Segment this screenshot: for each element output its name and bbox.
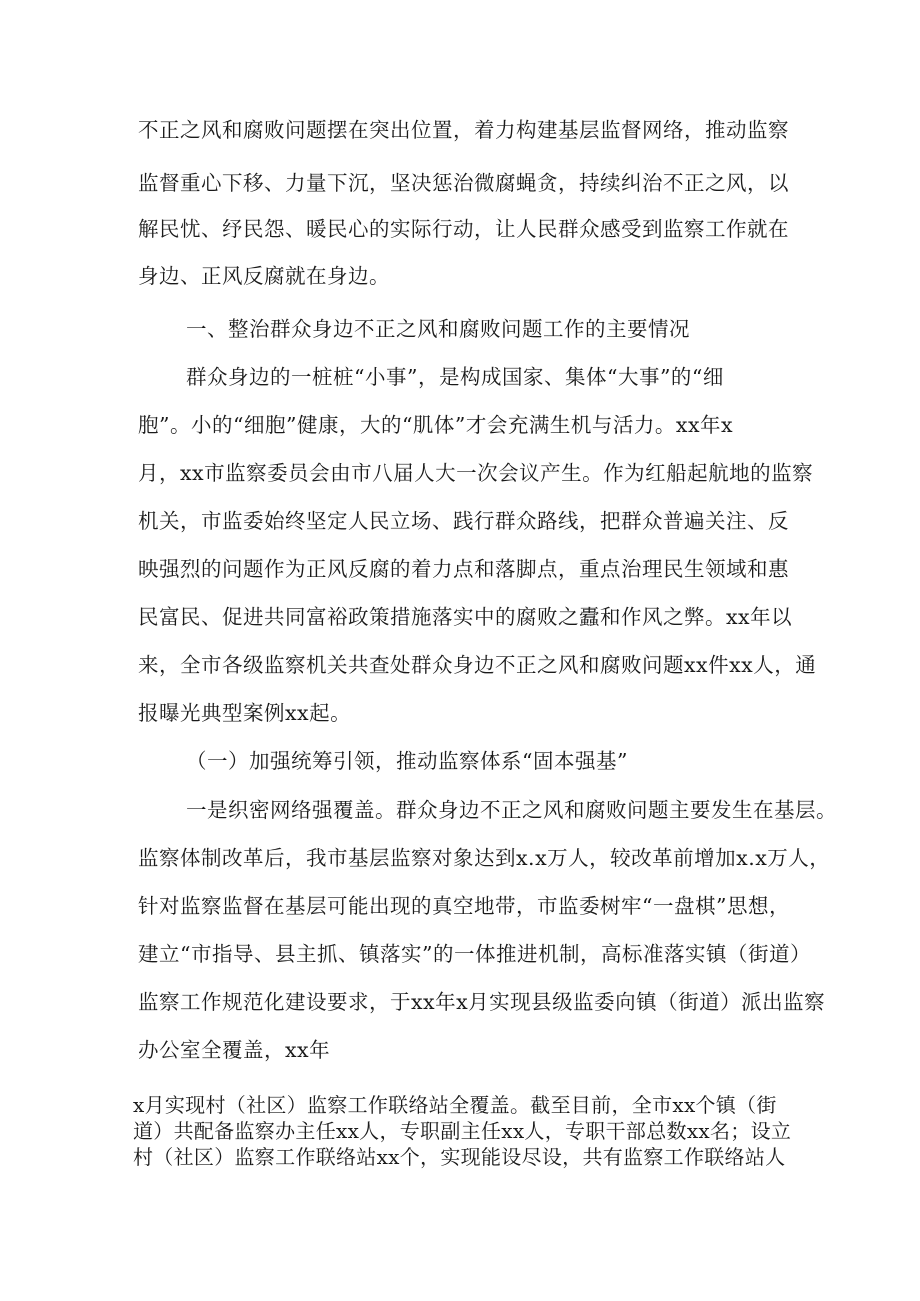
paragraph-line: 监督重心下移、力量下沉，坚决惩治微腐蝇贪，持续纠治不正之风，以 xyxy=(138,171,789,195)
paragraph-line: x月实现村（社区）监察工作联络站全覆盖。截至目前，全市xx个镇（街 xyxy=(133,1093,777,1117)
paragraph-line: 办公室全覆盖，xx年 xyxy=(138,1038,331,1062)
subsection-heading: （一）加强统筹引领，推动监察体系“固本强基” xyxy=(186,749,628,773)
paragraph-line: 月，xx市监察委员会由市八届人大一次会议产生。作为红船起航地的监察 xyxy=(138,461,814,485)
paragraph-line: 针对监察监督在基层可能出现的真空地带，市监委树牢“一盘棋”思想， xyxy=(138,894,790,918)
section-heading: 一、整治群众身边不正之风和腐败问题工作的主要情况 xyxy=(186,317,690,341)
paragraph-line: 监察体制改革后，我市基层监察对象达到x.x万人，较改革前增加x.x万人， xyxy=(138,846,831,870)
paragraph-line: 机关，市监委始终坚定人民立场、践行群众路线，把群众普遍关注、反 xyxy=(138,509,789,533)
paragraph-line: 监察工作规范化建设要求，于xx年x月实现县级监委向镇（街道）派出监察 xyxy=(138,990,826,1014)
paragraph-line: 报曝光典型案例xx起。 xyxy=(138,701,352,725)
paragraph-line: 身边、正风反腐就在身边。 xyxy=(138,264,390,288)
paragraph-line: 道）共配备监察办主任xx人，专职副主任xx人，专职干部总数xx名；设立 xyxy=(133,1119,792,1143)
paragraph-line: 不正之风和腐败问题摆在突出位置，着力构建基层监督网络，推动监察 xyxy=(138,118,789,142)
paragraph-line: 来，全市各级监察机关共查处群众身边不正之风和腐败问题xx件xx人，通 xyxy=(138,653,817,677)
paragraph-line: 一是织密网络强覆盖。群众身边不正之风和腐败问题主要发生在基层。 xyxy=(186,798,837,822)
paragraph-line: 建立“市指导、县主抓、镇落实”的一体推进机制，高标准落实镇（街道） xyxy=(138,942,811,966)
paragraph-line: 解民忧、纾民怨、暖民心的实际行动，让人民群众感受到监察工作就在 xyxy=(138,217,789,241)
paragraph-line: 村（社区）监察工作联络站xx个，实现能设尽设，共有监察工作联络站人 xyxy=(133,1145,786,1169)
paragraph-line: 胞”。小的“细胞”健康，大的“肌体”才会充满生机与活力。xx年x xyxy=(138,413,734,437)
paragraph-line: 群众身边的一桩桩“小事”，是构成国家、集体“大事”的“细 xyxy=(186,365,724,389)
paragraph-line: 映强烈的问题作为正风反腐的着力点和落脚点，重点治理民生领域和惠 xyxy=(138,557,789,581)
paragraph-line: 民富民、促进共同富裕政策措施落实中的腐败之蠹和作风之弊。xx年以 xyxy=(138,605,793,629)
